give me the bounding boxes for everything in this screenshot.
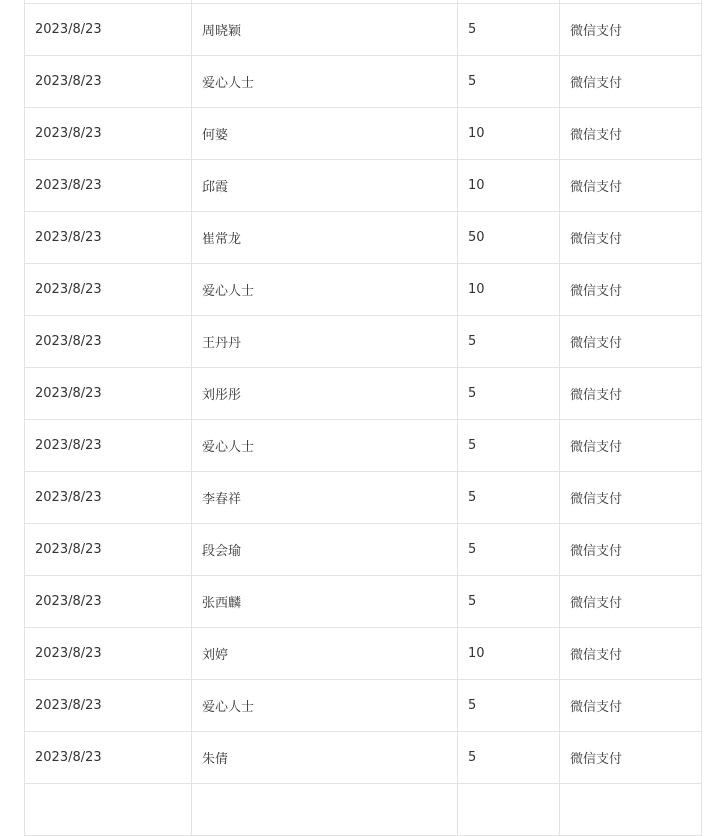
date-cell: 2023/8/23 [25, 56, 192, 108]
donor-name-cell: 爱心人士 [192, 420, 458, 472]
payment-method-cell: 微信支付 [560, 4, 702, 56]
amount-cell: 5 [458, 420, 560, 472]
date-cell: 2023/8/23 [25, 264, 192, 316]
donor-name-cell: 邱霞 [192, 160, 458, 212]
amount-cell: 50 [458, 212, 560, 264]
table-row [25, 368, 702, 420]
donor-name-cell: 段会瑜 [192, 524, 458, 576]
payment-method-cell: 微信支付 [560, 420, 702, 472]
table-row [25, 628, 702, 680]
amount-cell: 5 [458, 732, 560, 784]
donor-name-cell: 刘婷 [192, 628, 458, 680]
payment-method-cell: 微信支付 [560, 264, 702, 316]
payment-method-cell: 微信支付 [560, 56, 702, 108]
date-cell: 2023/8/23 [25, 524, 192, 576]
amount-cell: 5 [458, 576, 560, 628]
table-row [25, 212, 702, 264]
date-cell: 2023/8/23 [25, 732, 192, 784]
amount-cell: 5 [458, 368, 560, 420]
donor-name-cell: 周晓颖 [192, 4, 458, 56]
payment-method-cell: 微信支付 [560, 212, 702, 264]
date-cell: 2023/8/23 [25, 212, 192, 264]
date-cell: 2023/8/23 [25, 160, 192, 212]
table-row [25, 108, 702, 160]
payment-method-cell: 微信支付 [560, 732, 702, 784]
payment-method-cell: 微信支付 [560, 576, 702, 628]
date-cell: 2023/8/23 [25, 4, 192, 56]
donor-name-cell: 爱心人士 [192, 56, 458, 108]
date-cell: 2023/8/23 [25, 576, 192, 628]
table-row [25, 264, 702, 316]
donor-name-cell: 何婆 [192, 108, 458, 160]
donor-name-cell [192, 784, 458, 836]
donor-name-cell: 爱心人士 [192, 264, 458, 316]
amount-cell: 5 [458, 4, 560, 56]
donor-name-cell: 爱心人士 [192, 680, 458, 732]
table-row [25, 732, 702, 784]
amount-cell [458, 784, 560, 836]
amount-cell: 10 [458, 108, 560, 160]
donor-name-cell: 张西麟 [192, 576, 458, 628]
table-row [25, 420, 702, 472]
table-row [25, 56, 702, 108]
donor-name-cell: 刘彤彤 [192, 368, 458, 420]
payment-method-cell: 微信支付 [560, 368, 702, 420]
table-row [25, 784, 702, 836]
amount-cell: 5 [458, 680, 560, 732]
date-cell: 2023/8/23 [25, 420, 192, 472]
donor-name-cell: 朱倩 [192, 732, 458, 784]
table-row [25, 316, 702, 368]
payment-method-cell: 微信支付 [560, 628, 702, 680]
table-row [25, 160, 702, 212]
payment-method-cell: 微信支付 [560, 680, 702, 732]
amount-cell: 10 [458, 264, 560, 316]
amount-cell: 10 [458, 160, 560, 212]
amount-cell: 5 [458, 472, 560, 524]
payment-method-cell: 微信支付 [560, 524, 702, 576]
donation-table-container [24, 0, 701, 836]
table-row [25, 524, 702, 576]
donation-table [24, 0, 702, 836]
payment-method-cell: 微信支付 [560, 316, 702, 368]
date-cell: 2023/8/23 [25, 680, 192, 732]
table-row [25, 472, 702, 524]
payment-method-cell: 微信支付 [560, 108, 702, 160]
amount-cell: 5 [458, 56, 560, 108]
payment-method-cell: 微信支付 [560, 160, 702, 212]
donor-name-cell: 李春祥 [192, 472, 458, 524]
table-row [25, 4, 702, 56]
amount-cell: 10 [458, 628, 560, 680]
date-cell: 2023/8/23 [25, 368, 192, 420]
donor-name-cell: 王丹丹 [192, 316, 458, 368]
donor-name-cell: 崔常龙 [192, 212, 458, 264]
table-row [25, 680, 702, 732]
payment-method-cell [560, 784, 702, 836]
payment-method-cell: 微信支付 [560, 472, 702, 524]
date-cell: 2023/8/23 [25, 316, 192, 368]
date-cell: 2023/8/23 [25, 472, 192, 524]
amount-cell: 5 [458, 316, 560, 368]
amount-cell: 5 [458, 524, 560, 576]
table-row [25, 576, 702, 628]
date-cell: 2023/8/23 [25, 108, 192, 160]
date-cell: 2023/8/23 [25, 628, 192, 680]
date-cell [25, 784, 192, 836]
